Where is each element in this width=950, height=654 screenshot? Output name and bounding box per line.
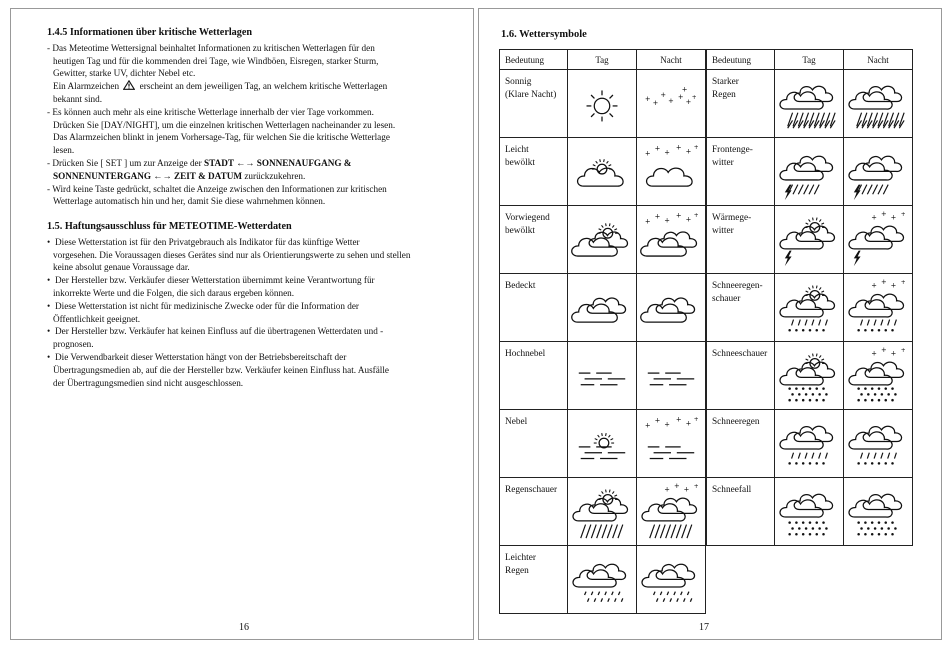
weather-label-line: bewölkt — [505, 157, 535, 168]
svg-text:+: + — [890, 213, 897, 222]
text-line: vorgesehen. Die Voraussagen dieses Gerätes sind nur als Orientierungswerte zu sehen und stellen — [53, 249, 411, 260]
weather-label-line: Schneeregen- — [712, 281, 763, 291]
text-line: - Es können auch mehr als eine kritische Wetterlage innerhalb der vier Tage vorkommen. — [47, 106, 374, 117]
table-row — [500, 274, 706, 342]
svg-text:+: + — [675, 143, 682, 152]
light-rain-icon — [638, 550, 704, 610]
svg-text:+: + — [644, 149, 651, 158]
night-symbol-cell — [637, 274, 706, 342]
svg-text:+: + — [890, 349, 897, 358]
page-number: 17 — [699, 622, 709, 633]
weather-symbols-table-left — [499, 49, 706, 614]
table-row — [500, 410, 706, 478]
snowfall-icon — [845, 482, 911, 542]
heading-part: -Wetterdaten — [233, 221, 292, 232]
weather-label — [500, 138, 568, 206]
front-storm-icon — [845, 142, 911, 202]
weather-label-line: Leichter — [505, 553, 536, 563]
bullet-dot-icon: • — [47, 236, 51, 247]
table-row — [500, 206, 706, 274]
day-symbol-cell — [568, 342, 637, 410]
svg-text:+: + — [683, 485, 690, 494]
svg-text:+: + — [890, 281, 897, 290]
sun-icon — [569, 74, 635, 134]
night-symbol-cell — [637, 138, 706, 206]
weather-label — [500, 274, 568, 342]
bullet-item — [47, 351, 452, 364]
svg-text:+: + — [880, 277, 887, 286]
section-disclaimer — [47, 221, 452, 389]
day-symbol-cell — [568, 274, 637, 342]
weather-label — [500, 478, 568, 546]
weather-label — [500, 70, 568, 138]
svg-text:+: + — [691, 94, 697, 101]
text-line: Übertragungsmedien ab, auf die der Hersteller bzw. Verkäufer keinen Einfluss hat. Ausfälle — [53, 364, 389, 375]
column-header-meaning: Bedeutung — [707, 50, 775, 70]
svg-text:+: + — [693, 212, 699, 219]
night-symbol-cell — [844, 410, 913, 478]
column-header-night: Nacht — [637, 50, 706, 70]
weather-label — [707, 206, 775, 274]
night-symbol-cell — [637, 546, 706, 614]
night-symbol-cell — [844, 342, 913, 410]
overcast-icon — [569, 278, 635, 338]
night-symbol-cell — [637, 410, 706, 478]
day-symbol-cell — [775, 274, 844, 342]
svg-text:+: + — [654, 416, 661, 425]
heavy-rain-icon — [845, 74, 911, 134]
text-line — [47, 80, 452, 93]
text-line: heutigen Tag und für die kommenden drei Tage, wie Windböen, Eisregen, starker Sturm, — [53, 55, 379, 66]
svg-text:+: + — [660, 90, 667, 99]
svg-text:+: + — [675, 211, 682, 220]
right-page — [478, 8, 942, 640]
weather-label-line: (Klare Nacht) — [505, 89, 557, 100]
text-line: Der Hersteller bzw. Verkäufer hat keinen Einfluss auf die übertragenen Wetterdaten und - — [55, 326, 384, 337]
heavy-rain-icon — [776, 74, 842, 134]
text-fragment: - Drücken Sie [ SET ] um zur Anzeige der — [47, 157, 202, 168]
svg-text:+: + — [654, 144, 661, 153]
svg-text:+: + — [900, 279, 906, 286]
heat-storm-sun-icon — [776, 210, 842, 270]
high-fog-icon — [638, 346, 704, 406]
day-symbol-cell — [568, 546, 637, 614]
snowfall-icon — [776, 482, 842, 542]
table-row — [500, 546, 706, 614]
bullet-item — [47, 300, 452, 313]
svg-text:+: + — [654, 212, 661, 221]
weather-label — [500, 206, 568, 274]
weather-label-line: Schneeschauer — [712, 349, 768, 359]
snow-shower-sun-icon — [776, 346, 842, 406]
svg-text:+: + — [693, 416, 699, 423]
weather-label-line: Starker — [712, 77, 739, 87]
weather-label — [707, 274, 775, 342]
text-fragment-bold: SONNENUNTERGANG ←→ ZEIT & DATUM — [53, 170, 243, 181]
weather-label — [707, 138, 775, 206]
text-line: prognosen. — [53, 339, 94, 350]
column-header-day: Tag — [568, 50, 637, 70]
text-line: Gewitter, starke UV, dichter Nebel etc. — [53, 68, 196, 79]
weather-label-line: Schneeregen — [712, 417, 760, 427]
sleet-shower-sun-icon — [776, 278, 842, 338]
svg-text:+: + — [871, 213, 877, 222]
day-symbol-cell — [775, 342, 844, 410]
night-symbol-cell — [844, 70, 913, 138]
weather-label-line: Regenschauer — [505, 485, 558, 495]
weather-label — [500, 546, 568, 614]
alarm-warning-icon — [123, 80, 135, 90]
rain-shower-sun-icon — [569, 482, 635, 542]
svg-text:+: + — [644, 94, 651, 103]
svg-text:+: + — [693, 483, 699, 490]
svg-text:+: + — [900, 211, 906, 218]
table-row — [707, 274, 913, 342]
svg-text:+: + — [880, 345, 887, 354]
day-symbol-cell — [775, 478, 844, 546]
high-fog-icon — [569, 346, 635, 406]
svg-text:+: + — [685, 147, 692, 156]
text-line: lesen. — [53, 145, 75, 156]
weather-label-line: schauer — [712, 293, 741, 304]
table-row — [707, 138, 913, 206]
bullet-dot-icon: • — [47, 351, 51, 362]
svg-text:+: + — [685, 215, 692, 224]
weather-label-line: Schneefall — [712, 485, 752, 495]
heading-weather-symbols: 1.6. Wettersymbole — [501, 29, 587, 40]
weather-label-line: witter — [712, 225, 734, 236]
svg-text:+: + — [644, 421, 651, 430]
weather-symbols-table-right — [706, 49, 913, 546]
text-line: bekannt sind. — [53, 93, 102, 104]
light-cloud-sun-icon — [569, 142, 635, 202]
text-line: keine absolut genaue Voraussage dar. — [53, 262, 190, 273]
stars-icon — [638, 74, 704, 134]
bullet-item — [47, 236, 452, 249]
text-line — [47, 170, 452, 183]
weather-label-line: witter — [712, 157, 734, 168]
front-storm-icon — [776, 142, 842, 202]
text-line: Diese Wetterstation ist für den Privatgebrauch als Indikator für das künftige Wetter — [55, 236, 360, 247]
svg-text:+: + — [668, 96, 674, 105]
mostly-cloudy-stars-icon — [638, 210, 704, 270]
left-page — [10, 8, 474, 640]
night-symbol-cell — [637, 206, 706, 274]
light-rain-icon — [569, 550, 635, 610]
svg-text:+: + — [871, 349, 877, 358]
day-symbol-cell — [568, 70, 637, 138]
night-symbol-cell — [844, 138, 913, 206]
fog-sun-icon — [569, 414, 635, 474]
page-number: 16 — [239, 622, 249, 633]
night-symbol-cell — [844, 478, 913, 546]
svg-text:+: + — [685, 419, 692, 428]
table-row — [707, 342, 913, 410]
table-header-row — [500, 50, 706, 70]
text-line: - Das Meteotime Wettersignal beinhaltet Informationen zu kritischen Wetterlagen für den — [47, 42, 375, 53]
weather-label-line: Vorwiegend — [505, 213, 550, 223]
svg-text:+: + — [677, 92, 684, 101]
snow-shower-stars-icon — [845, 346, 911, 406]
weather-label-line: Regen — [712, 89, 736, 100]
text-line: inkorrekte Werte und die Folgen, die sich daraus ergeben können. — [53, 287, 295, 298]
heading-disclaimer — [47, 221, 452, 234]
heading-critical-weather: 1.4.5 Informationen über kritische Wetterlagen — [47, 27, 253, 38]
text-line: - Wird keine Taste gedrückt, schaltet die Anzeige zwischen den Informationen zur kritischen — [47, 183, 387, 194]
night-symbol-cell — [844, 274, 913, 342]
heading-part: 1.5. Haftungsausschluss für — [47, 221, 167, 232]
table-row — [500, 70, 706, 138]
table-row — [500, 478, 706, 546]
svg-text:+: + — [900, 347, 906, 354]
weather-label-line: Wärmege- — [712, 213, 752, 223]
svg-text:+: + — [664, 148, 670, 157]
text-line: Die Verwendbarkeit dieser Wetterstation hängt von der Betriebsbereitschaft der — [55, 351, 347, 362]
bullet-dot-icon: • — [47, 300, 51, 311]
sleet-icon — [776, 414, 842, 474]
sleet-shower-stars-icon — [845, 278, 911, 338]
weather-label — [707, 410, 775, 478]
table-row — [707, 206, 913, 274]
night-symbol-cell — [637, 70, 706, 138]
weather-label — [500, 410, 568, 478]
table-row — [707, 478, 913, 546]
column-header-meaning: Bedeutung — [500, 50, 568, 70]
weather-label-line: Bedeckt — [505, 281, 536, 291]
weather-label-line: Frontenge- — [712, 145, 753, 155]
svg-text:+: + — [664, 485, 670, 494]
text-line: Das Alarmzeichen blinkt in jenem Vorhersage-Tag, für welchen Sie die kritische Wetterlage — [53, 132, 390, 143]
text-line: Der Hersteller bzw. Verkäufer dieser Wetterstation übernimmt keine Verantwortung für — [55, 275, 375, 286]
svg-text:+: + — [673, 481, 680, 490]
table-row — [500, 138, 706, 206]
text-line: Wetterlage automatisch hin und her, damit Sie diese wahrnehmen können. — [53, 196, 326, 207]
weather-label-line: Sonnig — [505, 77, 532, 87]
text-fragment: erscheint an dem jeweiligen Tag, an welchem kritische Wetterlagen — [139, 81, 388, 92]
day-symbol-cell — [775, 138, 844, 206]
weather-label-line: Leicht — [505, 145, 529, 155]
light-cloud-stars-icon — [638, 142, 704, 202]
svg-text:+: + — [880, 209, 887, 218]
table-row — [707, 70, 913, 138]
text-fragment-bold: STADT ←→ SONNENAUFGANG & — [204, 157, 352, 168]
weather-label-line: Regen — [505, 565, 529, 576]
mostly-cloudy-sun-icon — [569, 210, 635, 270]
svg-text:+: + — [693, 144, 699, 151]
text-line: Drücken Sie [DAY/NIGHT], um die einzelnen kritischen Wetterlagen nacheinander zu lesen. — [53, 119, 396, 130]
overcast-icon — [638, 278, 704, 338]
weather-label-line: Hochnebel — [505, 349, 546, 359]
rain-shower-stars-icon — [638, 482, 704, 542]
svg-text:+: + — [644, 217, 651, 226]
table-row — [707, 410, 913, 478]
heat-storm-stars-icon — [845, 210, 911, 270]
night-symbol-cell — [844, 206, 913, 274]
svg-text:+: + — [871, 281, 877, 290]
svg-text:+: + — [652, 98, 659, 107]
column-header-night: Nacht — [844, 50, 913, 70]
weather-label — [707, 70, 775, 138]
text-line — [47, 157, 452, 170]
svg-text:+: + — [685, 97, 692, 106]
bullet-dot-icon: • — [47, 275, 51, 286]
bullet-item — [47, 274, 452, 287]
night-symbol-cell — [637, 342, 706, 410]
svg-text:+: + — [664, 216, 670, 225]
weather-label-line: bewölkt — [505, 225, 535, 236]
text-line: Öffentlichkeit geeignet. — [53, 313, 141, 324]
bullet-dot-icon: • — [47, 326, 51, 337]
svg-text:+: + — [664, 420, 670, 429]
day-symbol-cell — [568, 206, 637, 274]
day-symbol-cell — [568, 410, 637, 478]
weather-label — [707, 478, 775, 546]
text-line: Diese Wetterstation ist nicht für medizinische Zwecke oder für die Information der — [55, 300, 359, 311]
bullet-item — [47, 325, 452, 338]
day-symbol-cell — [568, 478, 637, 546]
fog-stars-icon — [638, 414, 704, 474]
svg-text:+: + — [681, 84, 688, 93]
text-fragment: Ein Alarmzeichen — [53, 81, 120, 92]
column-header-day: Tag — [775, 50, 844, 70]
day-symbol-cell — [568, 138, 637, 206]
heading-part: METEOTIME — [168, 221, 234, 232]
text-fragment: zurückzukehren. — [244, 170, 306, 181]
text-line: der Übertragungsmedien sind nicht ausgeschlossen. — [53, 377, 244, 388]
sleet-icon — [845, 414, 911, 474]
day-symbol-cell — [775, 206, 844, 274]
section-critical-weather — [47, 27, 452, 208]
day-symbol-cell — [775, 410, 844, 478]
night-symbol-cell — [637, 478, 706, 546]
svg-text:+: + — [675, 415, 682, 424]
weather-label — [500, 342, 568, 410]
table-row — [500, 342, 706, 410]
day-symbol-cell — [775, 70, 844, 138]
weather-label — [707, 342, 775, 410]
weather-label-line: Nebel — [505, 417, 528, 427]
table-header-row — [707, 50, 913, 70]
